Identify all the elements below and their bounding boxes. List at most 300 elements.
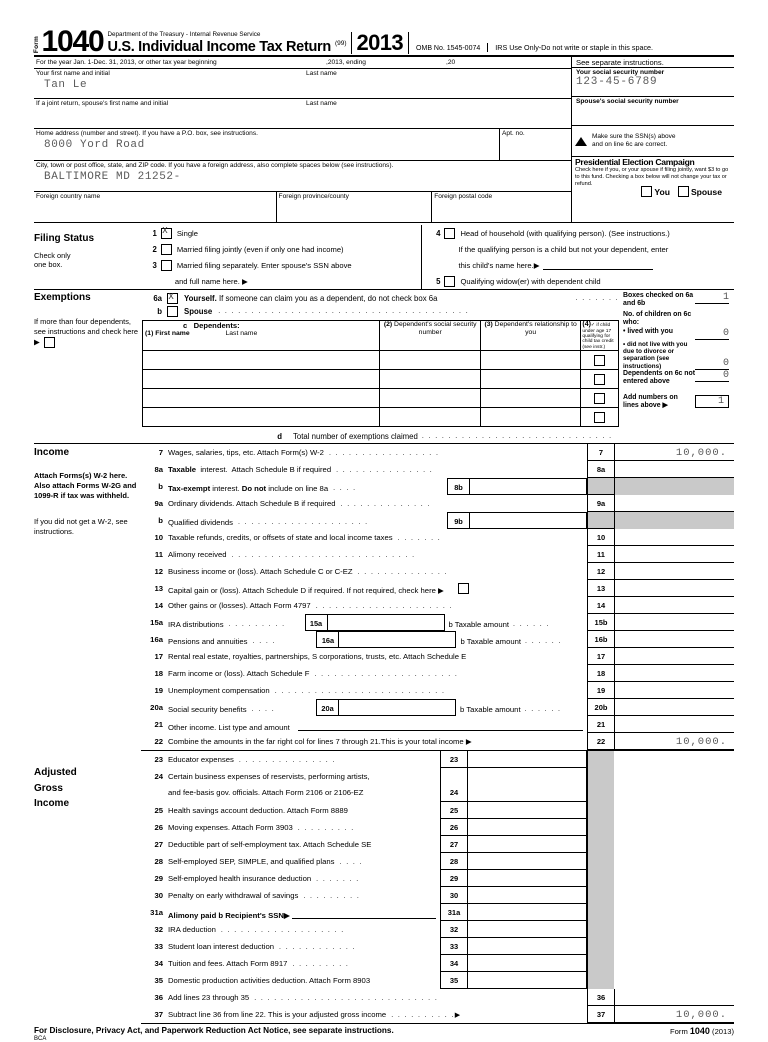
line-32-desc: IRA deduction [168, 925, 216, 935]
line-18-number: 18 [154, 669, 163, 679]
line-23-dots: . . . . . . . . . . . . . . . [238, 757, 336, 765]
line-35-number: 35 [154, 976, 163, 986]
line-16a-number: 16a [150, 635, 163, 645]
line-36-desc: Add lines 23 through 35 [168, 993, 250, 1003]
line-31a-number: 31a [150, 908, 163, 918]
agi-line-23 [141, 751, 734, 768]
agi-shade-col [587, 921, 614, 938]
line-24-number: 24 [154, 772, 163, 782]
line-13-box-label: 13 [587, 580, 614, 597]
dependent-name-cell[interactable] [143, 389, 380, 408]
line-11-dots: . . . . . . . . . . . . . . . . . . . . . . . . . . . . [231, 552, 416, 560]
form-title: U.S. Individual Income Tax Return [107, 38, 331, 55]
filing-status-option-3b [144, 273, 422, 289]
line-9b-sub-amount[interactable] [469, 512, 587, 529]
line-11-box-label: 11 [587, 546, 614, 563]
line-13-number: 13 [154, 584, 163, 594]
income-line-15 [141, 614, 734, 631]
agi-line-27 [141, 836, 734, 853]
filing-status-label-1: Single [176, 228, 198, 238]
line-37-desc: Subtract line 36 from line 22. This is your adjusted gross income [168, 1010, 387, 1020]
agi-shade-col [587, 972, 614, 989]
line-22-amount[interactable]: 10,000. [614, 733, 734, 750]
agi-line-29 [141, 870, 734, 887]
line-6b-dots: . . . . . . . . . . . . . . . . . . . . . . . . . . . . . . . . . . . . . . [218, 308, 470, 315]
line-9a-amount[interactable] [614, 495, 734, 512]
lived-with-you-label: • lived with you [623, 327, 673, 335]
filing-status-num-4: 4 [436, 228, 441, 238]
line-18-amount[interactable] [614, 665, 734, 682]
filing-status-num-1: 1 [152, 228, 157, 238]
exemptions-right [619, 290, 734, 443]
line-8b-dots: . . . . [333, 484, 357, 492]
line-23-number: 23 [154, 755, 163, 765]
divorce-separation-value: 0 [695, 358, 729, 370]
divorce-separation-label: • did not live with you due to divorce or separation (see instructions) [623, 340, 688, 370]
apt-no-label: Apt. no. [502, 130, 525, 137]
line-25-amount[interactable] [467, 802, 587, 819]
line-17-number: 17 [154, 652, 163, 662]
spouse-name-row [34, 99, 571, 129]
line-32-box-label: 32 [440, 921, 467, 938]
agi-line-33 [141, 938, 734, 955]
income-line-22 [141, 733, 734, 751]
home-address-cell [34, 129, 500, 160]
spouse-first-name-label: If a joint return, spouse's first name and initial [36, 100, 169, 107]
line-6b-spouse-checkbox[interactable] [167, 306, 178, 317]
tax-year-ending: ,2013, ending [326, 59, 366, 66]
filing-status-option-1[interactable] [144, 225, 422, 241]
line-16a-sub-label: 16a [316, 631, 338, 648]
line-34-desc: Tuition and fees. Attach Form 8917 [168, 959, 288, 969]
line-26-amount[interactable] [467, 819, 587, 836]
dependent-ctc-cell[interactable] [581, 389, 619, 408]
agi-shade-col [587, 802, 614, 819]
line-7-dots: . . . . . . . . . . . . . . . . . [328, 450, 440, 458]
income-lines [141, 444, 734, 751]
exemption-line-6a [142, 292, 619, 305]
footer-form-id [670, 1026, 734, 1036]
line-22-box-label: 22 [587, 733, 614, 750]
filing-status-note-line1: Check only [34, 251, 71, 260]
dependent-row [143, 370, 619, 389]
home-address-label: Home address (number and street). If you have a P.O. box, see instructions. [36, 130, 258, 137]
line-27-amount[interactable] [467, 836, 587, 853]
hoh-child-name-input[interactable] [543, 260, 653, 270]
footer-form-number: 1040 [689, 1026, 710, 1037]
income-line-13 [141, 580, 734, 597]
line-21-type-input[interactable] [298, 730, 583, 731]
income-left-column [34, 444, 141, 751]
line-13-desc: Capital gain or (loss). Attach Schedule D if required. If not required, check here ▶ [168, 585, 444, 595]
line-23-box-label: 23 [440, 751, 467, 768]
filing-status-option-4[interactable] [422, 225, 734, 241]
foreign-postal-cell [432, 192, 571, 222]
income-line-21 [141, 716, 734, 733]
your-ssn-input[interactable]: 123-45-6789 [576, 76, 658, 88]
add-numbers-value: 1 [695, 395, 729, 408]
line-35-box-label: 35 [440, 972, 467, 989]
income-line-12 [141, 563, 734, 580]
line-29-dots: . . . . . . . [316, 876, 360, 884]
dependent-name-cell[interactable] [143, 370, 380, 389]
line-12-amount[interactable] [614, 563, 734, 580]
dependent-ctc-cell[interactable] [581, 351, 619, 370]
filing-status-options-left [144, 225, 422, 289]
agi-line-31a [141, 904, 734, 921]
line-11-amount[interactable] [614, 546, 734, 563]
last-name-label: Last name [306, 70, 337, 77]
spouse-ssn-label: Spouse's social security number [576, 98, 679, 105]
line-13-amount[interactable] [614, 580, 734, 597]
agi-line-36 [141, 989, 734, 1006]
dependent-ssn-cell[interactable] [380, 370, 480, 389]
dependents-title: Dependents: [193, 321, 240, 330]
line-37-dots: . . . . . . . . . .▶ [391, 1012, 462, 1020]
spouse-ssn-cell [572, 97, 734, 126]
agi-empty-col [614, 819, 734, 836]
income-line-8b: b Tax-exempt interest. Do not include on line 8a . . . . 8b [141, 478, 734, 495]
city-state-zip-row [34, 161, 571, 192]
line-33-desc: Student loan interest deduction [168, 942, 274, 952]
line-17-box-label: 17 [587, 648, 614, 665]
form-number: 1040 [41, 24, 104, 58]
line-8a-amount[interactable] [614, 461, 734, 478]
omb-number: OMB No. 1545-0074 [416, 45, 481, 52]
filing-status-options-right [421, 225, 734, 289]
filing-status-checkbox-hoh[interactable] [444, 228, 455, 239]
line-21-number: 21 [154, 720, 163, 730]
filing-status-checkbox-mfj[interactable] [161, 244, 172, 255]
line-35-desc: Domestic production activities deduction. Attach Form 8903 [168, 976, 371, 986]
line-21-amount[interactable] [614, 716, 734, 733]
dependent-ctc-checkbox[interactable] [594, 374, 605, 385]
your-ssn-label: Your social security number [576, 69, 665, 76]
dependent-ctc-cell[interactable] [581, 370, 619, 389]
line-29-desc: Self-employed health insurance deduction [168, 874, 312, 884]
line-12-number: 12 [154, 567, 163, 577]
dependent-ctc-cell[interactable] [581, 408, 619, 427]
line-16b-dots: . . . . . . [525, 637, 562, 645]
line-7-number: 7 [158, 448, 163, 458]
filing-status-hoh-note2 [422, 257, 734, 273]
ssn-warning [572, 126, 734, 157]
dependent-ssn-cell[interactable] [380, 351, 480, 370]
filing-status-fullname-label: and full name here. ▶ [174, 276, 248, 286]
presidential-spouse-checkbox[interactable] [678, 186, 689, 197]
agi-lines [141, 751, 734, 1024]
line-26-box-label: 26 [440, 819, 467, 836]
filing-status-option-3[interactable] [144, 257, 422, 273]
dependent-name-cell[interactable] [143, 408, 380, 427]
exemptions-main [142, 290, 619, 443]
line-16b-amount[interactable] [614, 631, 734, 648]
form-footer [34, 1024, 734, 1042]
line-23-amount[interactable] [467, 751, 587, 768]
line-9a-dots: . . . . . . . . . . . . . . [340, 501, 431, 509]
dependent-row [143, 389, 619, 408]
income-line-17 [141, 648, 734, 665]
agi-empty-col [614, 870, 734, 887]
not-entered-above-label: Dependents on 6c not entered above [623, 370, 696, 386]
dependent-relationship-cell[interactable] [480, 351, 580, 370]
line-10-box-label: 10 [587, 529, 614, 546]
line-9a-box-label: 9a [587, 495, 614, 512]
income-line-8a: 8a Taxable interest. Attach Schedule B if required . . . . . . . . . . . . . . . 8a [141, 461, 734, 478]
line-13-schedule-d-checkbox[interactable] [458, 583, 469, 594]
dependents-col4-header [581, 321, 619, 351]
line-28-amount[interactable] [467, 853, 587, 870]
line-6a-text: If someone can claim you as a dependent, do not check box 6a [219, 294, 438, 303]
line-30-box-label: 30 [440, 887, 467, 904]
line-32-amount[interactable] [467, 921, 587, 938]
agi-shade-col [587, 853, 614, 870]
agi-shade-col [587, 955, 614, 972]
line-34-dots: . . . . . . . . . [292, 961, 350, 969]
line-30-amount[interactable] [467, 887, 587, 904]
filing-status-option-5[interactable] [422, 273, 734, 289]
not-entered-above-value: 0 [695, 370, 729, 382]
agi-heading-line2: Gross [34, 782, 63, 794]
agi-section [34, 751, 734, 1024]
your-name-row [34, 69, 571, 99]
income-line-16 [141, 631, 734, 648]
presidential-spouse-label: Spouse [690, 186, 722, 197]
dependent-ctc-checkbox[interactable] [594, 355, 605, 366]
line-8b-sub-label: 8b [447, 478, 469, 495]
line-9b-sub-label: 9b [447, 512, 469, 529]
line-33-amount[interactable] [467, 938, 587, 955]
line-30-number: 30 [154, 891, 163, 901]
line-31b-ssn-input[interactable] [292, 918, 436, 919]
line-10-amount[interactable] [614, 529, 734, 546]
line-20a-sub-label: 20a [316, 699, 338, 716]
line-8b-number: b [158, 482, 163, 492]
filing-status-hoh-note1-text: If the qualifying person is a child but not your dependent, enter [458, 244, 669, 254]
line-35-amount[interactable] [467, 972, 587, 989]
line-21-box-label: 21 [587, 716, 614, 733]
line-36-number: 36 [154, 993, 163, 1003]
line-26-dots: . . . . . . . . . [297, 825, 355, 833]
foreign-province-label: Foreign province/county [278, 193, 349, 200]
line-33-dots: . . . . . . . . . . . . [279, 944, 356, 952]
line-11-number: 11 [154, 550, 163, 560]
agi-line-28 [141, 853, 734, 870]
line-7-amount[interactable]: 10,000. [614, 444, 734, 461]
presidential-you-label: You [654, 186, 670, 197]
dependent-ssn-cell[interactable] [380, 389, 480, 408]
line-24-amount[interactable] [467, 784, 587, 802]
line-25-number: 25 [154, 806, 163, 816]
dependent-ssn-cell[interactable] [380, 408, 480, 427]
line-6a-yourself-checkbox[interactable] [167, 293, 178, 304]
line-10-dots: . . . . . . . [397, 535, 442, 543]
line-24-desc-2: and fee-basis gov. officials. Attach Form 2106 or 2106-EZ [168, 788, 364, 798]
line-24-desc-1: Certain business expenses of reservists, performing artists, [168, 772, 370, 782]
line-33-number: 33 [154, 942, 163, 952]
filing-status-note-line2: one box. [34, 260, 63, 270]
line-11-desc: Alimony received [168, 550, 227, 560]
line-25-box-label: 25 [440, 802, 467, 819]
line-20b-box-label: 20b [587, 699, 614, 716]
dependents-col3-num: (3) [484, 321, 493, 328]
agi-line-32 [141, 921, 734, 938]
line-9b-shaded-box [587, 512, 614, 529]
agi-line-37 [141, 1006, 734, 1024]
filing-status-checkbox-mfs[interactable] [161, 260, 172, 271]
home-address-input[interactable]: 8000 Yord Road [44, 139, 145, 151]
line-34-amount[interactable] [467, 955, 587, 972]
agi-line-30 [141, 887, 734, 904]
line-29-number: 29 [154, 874, 163, 884]
dependents-col3-label: Dependent's relationship to you [494, 321, 577, 337]
line-9b-shaded-amount [614, 512, 734, 529]
line-8b-sub-amount[interactable] [469, 478, 587, 495]
line-16a-dots: . . . . [252, 637, 276, 645]
line-15a-dots: . . . . . . . . . [228, 620, 286, 628]
tax-year-line [34, 57, 571, 69]
line-20a-number: 20a [150, 703, 163, 713]
agi-line-26 [141, 819, 734, 836]
line-21-desc: Other income. List type and amount [168, 723, 290, 733]
line-d-letter: d [277, 432, 283, 442]
dependent-relationship-cell[interactable] [480, 389, 580, 408]
exemptions-note-text: If more than four dependents, see instructions and check here ▶ [34, 317, 138, 346]
filing-status-section [34, 223, 734, 290]
line-20a-sub-amount[interactable] [338, 699, 456, 716]
line-18-dots: . . . . . . . . . . . . . . . . . . . . . . [314, 671, 459, 679]
dependents-col4-label: ✓ if child under age 17 qualifying for child tax credit (see instr.) [582, 323, 614, 350]
agi-left-column [34, 751, 141, 1024]
line-27-box-label: 27 [440, 836, 467, 853]
irs-use-only-note: IRS Use Only-Do not write or staple in this space. [487, 43, 653, 52]
line-34-box-label: 34 [440, 955, 467, 972]
filing-status-num-3: 3 [152, 260, 157, 270]
add-numbers-label: Add numbers on lines above ▶ [623, 393, 678, 409]
filing-status-hoh-note2-text: this child's name here.▶ [458, 260, 540, 270]
filing-status-label-3: Married filing separately. Enter spouse's SSN above [176, 260, 352, 270]
line-29-amount[interactable] [467, 870, 587, 887]
line-24-amount-top[interactable] [467, 768, 587, 784]
line-31a-amount[interactable] [467, 904, 587, 921]
filing-status-heading: Filing Status [34, 233, 94, 244]
foreign-postal-label: Foreign postal code [434, 193, 493, 200]
boxes-checked-label: Boxes checked on 6a and 6b [623, 292, 694, 308]
line-15a-desc: IRA distributions [168, 619, 224, 629]
agi-shade-col [587, 751, 614, 768]
line-17-amount[interactable] [614, 648, 734, 665]
line-22-desc: Combine the amounts in the far right col for lines 7 through 21.This is your total income ▶ [168, 737, 472, 747]
dependent-name-cell[interactable] [143, 351, 380, 370]
line-16b-box-label: 16b [587, 631, 614, 648]
line-29-box-label: 29 [440, 870, 467, 887]
line-24-box-label: 24 [440, 784, 467, 802]
line-36-amount[interactable] [614, 989, 734, 1006]
line-9b-desc: Qualified dividends [168, 517, 233, 527]
line-31a-desc: Alimony paid b Recipient's SSN▶ [168, 911, 290, 921]
line-32-dots: . . . . . . . . . . . . . . . . . . . [220, 927, 345, 935]
line-19-amount[interactable] [614, 682, 734, 699]
income-section [34, 444, 734, 751]
dependents-header-row [143, 321, 619, 351]
paren-99: (99) [334, 40, 347, 47]
line-25-desc: Health savings account deduction. Attach Form 8889 [168, 806, 348, 816]
filing-status-checkbox-single[interactable] [161, 228, 172, 239]
line-28-dots: . . . . [339, 859, 363, 867]
line-14-amount[interactable] [614, 597, 734, 614]
line-15a-sub-amount[interactable] [327, 614, 445, 631]
dependent-relationship-cell[interactable] [480, 370, 580, 389]
agi-empty-col [614, 955, 734, 972]
filing-status-hoh-note1 [422, 241, 734, 257]
agi-empty-col [614, 853, 734, 870]
line-20a-dots: . . . . [251, 705, 276, 713]
exemptions-more-than-four-checkbox[interactable] [44, 337, 55, 348]
filing-status-option-2[interactable] [144, 241, 422, 257]
dependents-col2-header [380, 321, 480, 351]
line-20a-desc: Social security benefits [168, 704, 247, 714]
city-state-zip-input[interactable]: BALTIMORE MD 21252- [44, 171, 181, 183]
line-14-dots: . . . . . . . . . . . . . . . . . . . . . [315, 603, 453, 611]
income-line-18 [141, 665, 734, 682]
line-16a-sub-amount[interactable] [338, 631, 456, 648]
presidential-checkboxes [572, 186, 734, 197]
presidential-you-checkbox[interactable] [641, 186, 652, 197]
line-20b-amount[interactable] [614, 699, 734, 716]
line-6b-letter: b [157, 307, 163, 316]
line-16a-desc: Pensions and annuities [168, 636, 248, 646]
line-8a-number: 8a [154, 465, 163, 475]
dependents-col1-header: c Dependents: (1) First name Last name [143, 321, 380, 351]
dependent-ctc-checkbox[interactable] [594, 393, 605, 404]
income-line-7 [141, 444, 734, 461]
agi-empty-col [614, 768, 734, 784]
line-22-number: 22 [154, 737, 163, 747]
line-9b-dots: . . . . . . . . . . . . . . . . . . . . [237, 518, 369, 526]
line-37-amount[interactable]: 10,000. [614, 1006, 734, 1023]
line-20b-tail: b Taxable amount [460, 704, 521, 714]
line-8a-dots: . . . . . . . . . . . . . . . [336, 467, 434, 475]
agi-line-34 [141, 955, 734, 972]
line-19-dots: . . . . . . . . . . . . . . . . . . . . . . . . . . [274, 688, 446, 696]
line-19-number: 19 [154, 686, 163, 696]
agi-empty-col [614, 802, 734, 819]
filing-status-label-2: Married filing jointly (even if only one had income) [176, 244, 344, 254]
dependent-ctc-checkbox[interactable] [594, 412, 605, 423]
agi-heading-line1: Adjusted [34, 767, 77, 779]
exemption-line-d [142, 430, 619, 443]
agi-empty-col [614, 751, 734, 768]
line-6a-bold: Yourself. [184, 294, 217, 303]
agi-line-24-part1 [141, 768, 734, 784]
line-15b-tail: b Taxable amount [448, 619, 510, 629]
agi-shade-col [587, 938, 614, 955]
apt-no-cell [500, 129, 571, 160]
agi-shade-col [587, 784, 614, 802]
line-15b-amount[interactable] [614, 614, 734, 631]
filing-status-checkbox-widow[interactable] [444, 276, 455, 287]
dependents-col1-b: Last name [225, 330, 258, 338]
taxpayer-left-column [34, 57, 572, 222]
first-name-input[interactable]: Tan Le [44, 79, 88, 91]
line-14-box-label: 14 [587, 597, 614, 614]
line-6b-text: Spouse [184, 307, 213, 316]
line-37-box-label: 37 [587, 1006, 614, 1023]
dependent-relationship-cell[interactable] [480, 408, 580, 427]
dependent-row [143, 408, 619, 427]
filing-status-label-5: Qualifying widow(er) with dependent child [460, 276, 601, 286]
dependents-table [142, 320, 619, 427]
